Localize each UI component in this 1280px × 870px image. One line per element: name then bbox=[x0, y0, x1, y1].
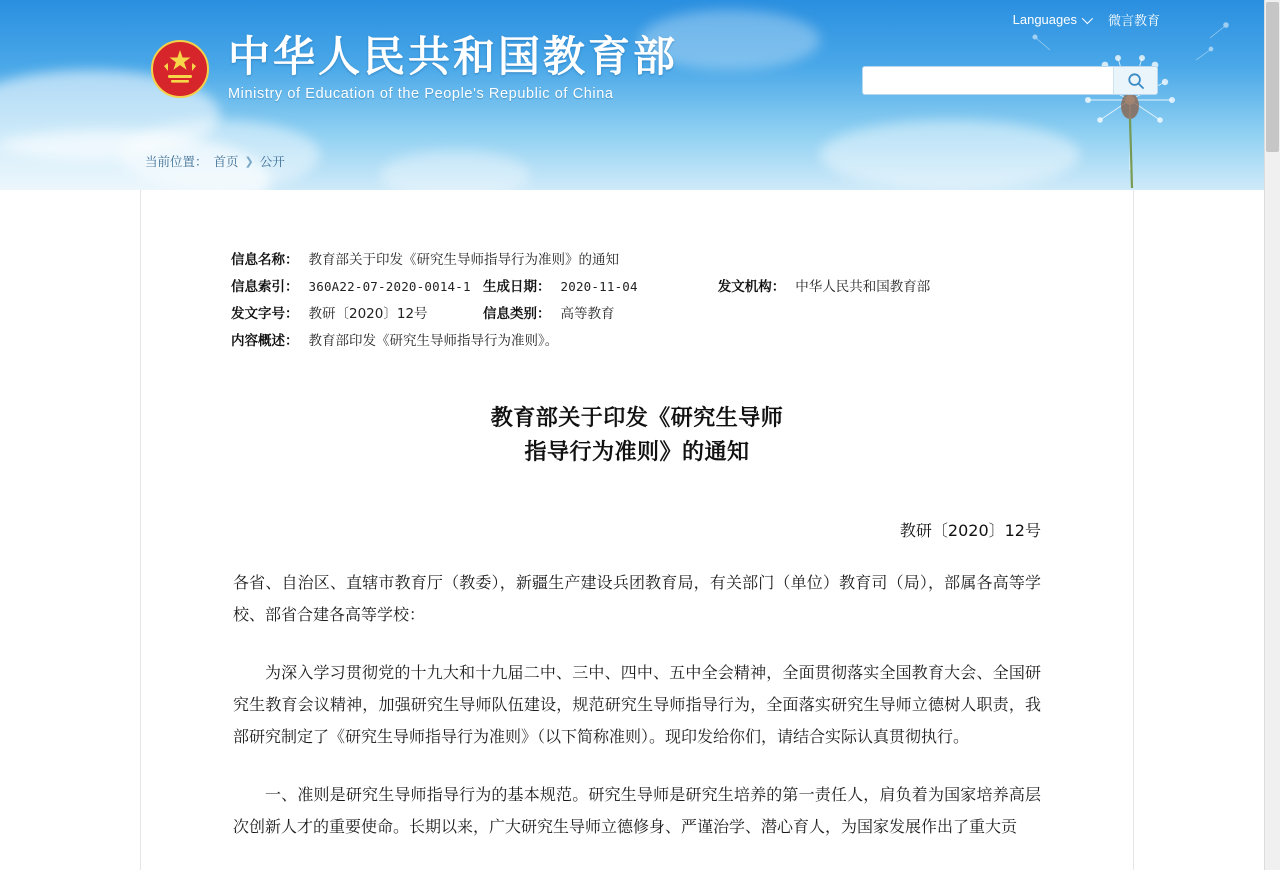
search-icon bbox=[1127, 72, 1145, 90]
breadcrumb-item-home[interactable]: 首页 bbox=[213, 155, 239, 169]
national-emblem-icon bbox=[150, 39, 210, 99]
search-button[interactable] bbox=[1113, 67, 1157, 94]
meta-row bbox=[231, 275, 1133, 295]
page-title bbox=[233, 402, 1041, 470]
breadcrumb-prefix: 当前位置： bbox=[145, 155, 208, 169]
document-body bbox=[233, 356, 1041, 843]
document-paragraph-2: 一、准则是研究生导师指导行为的基本规范。研究生导师是研究生培养的第一责任人，肩负着为国家培养高层次创新人才的重要使命。长期以来，广大研究生导师立德修身、严谨治学、潜心育人，为国家发展作出了重大贡 bbox=[233, 785, 1041, 837]
meta-row bbox=[231, 302, 1133, 322]
search-box[interactable] bbox=[862, 66, 1158, 95]
breadcrumb bbox=[145, 152, 1280, 170]
page-title-line2: 指导行为准则》的通知 bbox=[524, 440, 750, 466]
header-top-links bbox=[1013, 10, 1160, 29]
meta-value-create-date: 2020-11-04 bbox=[560, 279, 638, 294]
document-meta-table bbox=[231, 248, 1133, 349]
meta-row bbox=[231, 248, 1133, 268]
meta-label-issuing-agency: 发文机构： bbox=[717, 279, 786, 295]
meta-label-create-date: 生成日期： bbox=[483, 279, 551, 295]
meta-label-info-name: 信息名称： bbox=[231, 252, 299, 268]
meta-label-info-category: 信息类别： bbox=[483, 306, 551, 322]
meta-value-info-index: 360A22-07-2020-0014-1 bbox=[308, 279, 471, 294]
chevron-right-icon: ❯ bbox=[244, 155, 254, 168]
breadcrumb-area bbox=[0, 152, 1280, 170]
page-title-line1: 教育部关于印发《研究生导师 bbox=[490, 406, 784, 431]
search-input[interactable] bbox=[863, 67, 1113, 94]
meta-value-info-name: 教育部关于印发《研究生导师指导行为准则》的通知 bbox=[308, 252, 619, 268]
document-number: 教研〔2020〕12号 bbox=[899, 521, 1041, 541]
vertical-scrollbar[interactable] bbox=[1264, 0, 1280, 870]
content-sheet bbox=[140, 190, 1134, 870]
meta-label-info-index: 信息索引： bbox=[231, 279, 299, 295]
meta-row bbox=[231, 329, 1133, 349]
meta-value-summary: 教育部印发《研究生导师指导行为准则》。 bbox=[308, 333, 559, 349]
meta-label-doc-number: 发文字号： bbox=[231, 306, 299, 322]
language-switcher[interactable] bbox=[1013, 12, 1090, 27]
weiyan-education-link[interactable]: 微言教育 bbox=[1107, 13, 1160, 28]
scrollbar-thumb[interactable] bbox=[1266, 2, 1279, 152]
document-recipients: 各省、自治区、直辖市教育厅（教委），新疆生产建设兵团教育局，有关部门（单位）教育司（局），部属各高等学校、部省合建各高等学校： bbox=[233, 573, 1041, 625]
breadcrumb-item-open[interactable]: 公开 bbox=[259, 155, 285, 169]
meta-label-summary: 内容概述： bbox=[231, 333, 299, 349]
site-title-cn: 中华人民共和国教育部 bbox=[228, 32, 679, 81]
document-paragraph-1: 为深入学习贯彻党的十九大和十九届二中、三中、四中、五中全会精神，全面贯彻落实全国教育大会、全国研究生教育会议精神，加强研究生导师队伍建设，规范研究生导师指导行为，全面落实研究生导师立德树人职责，我部研究制定了《研究生导师指导行为准则》（以下简称准则）。现印发给你们，请结合实际认真贯彻执行。 bbox=[233, 663, 1041, 747]
meta-value-issuing-agency: 中华人民共和国教育部 bbox=[795, 279, 931, 295]
language-switcher-label: Languages bbox=[1012, 12, 1077, 27]
site-logo[interactable] bbox=[150, 32, 679, 102]
site-title-en: Ministry of Education of the People's Republic of China bbox=[228, 86, 614, 102]
meta-value-doc-number: 教研〔2020〕12号 bbox=[308, 306, 428, 322]
meta-value-info-category: 高等教育 bbox=[560, 306, 615, 322]
chevron-down-icon bbox=[1082, 12, 1093, 23]
